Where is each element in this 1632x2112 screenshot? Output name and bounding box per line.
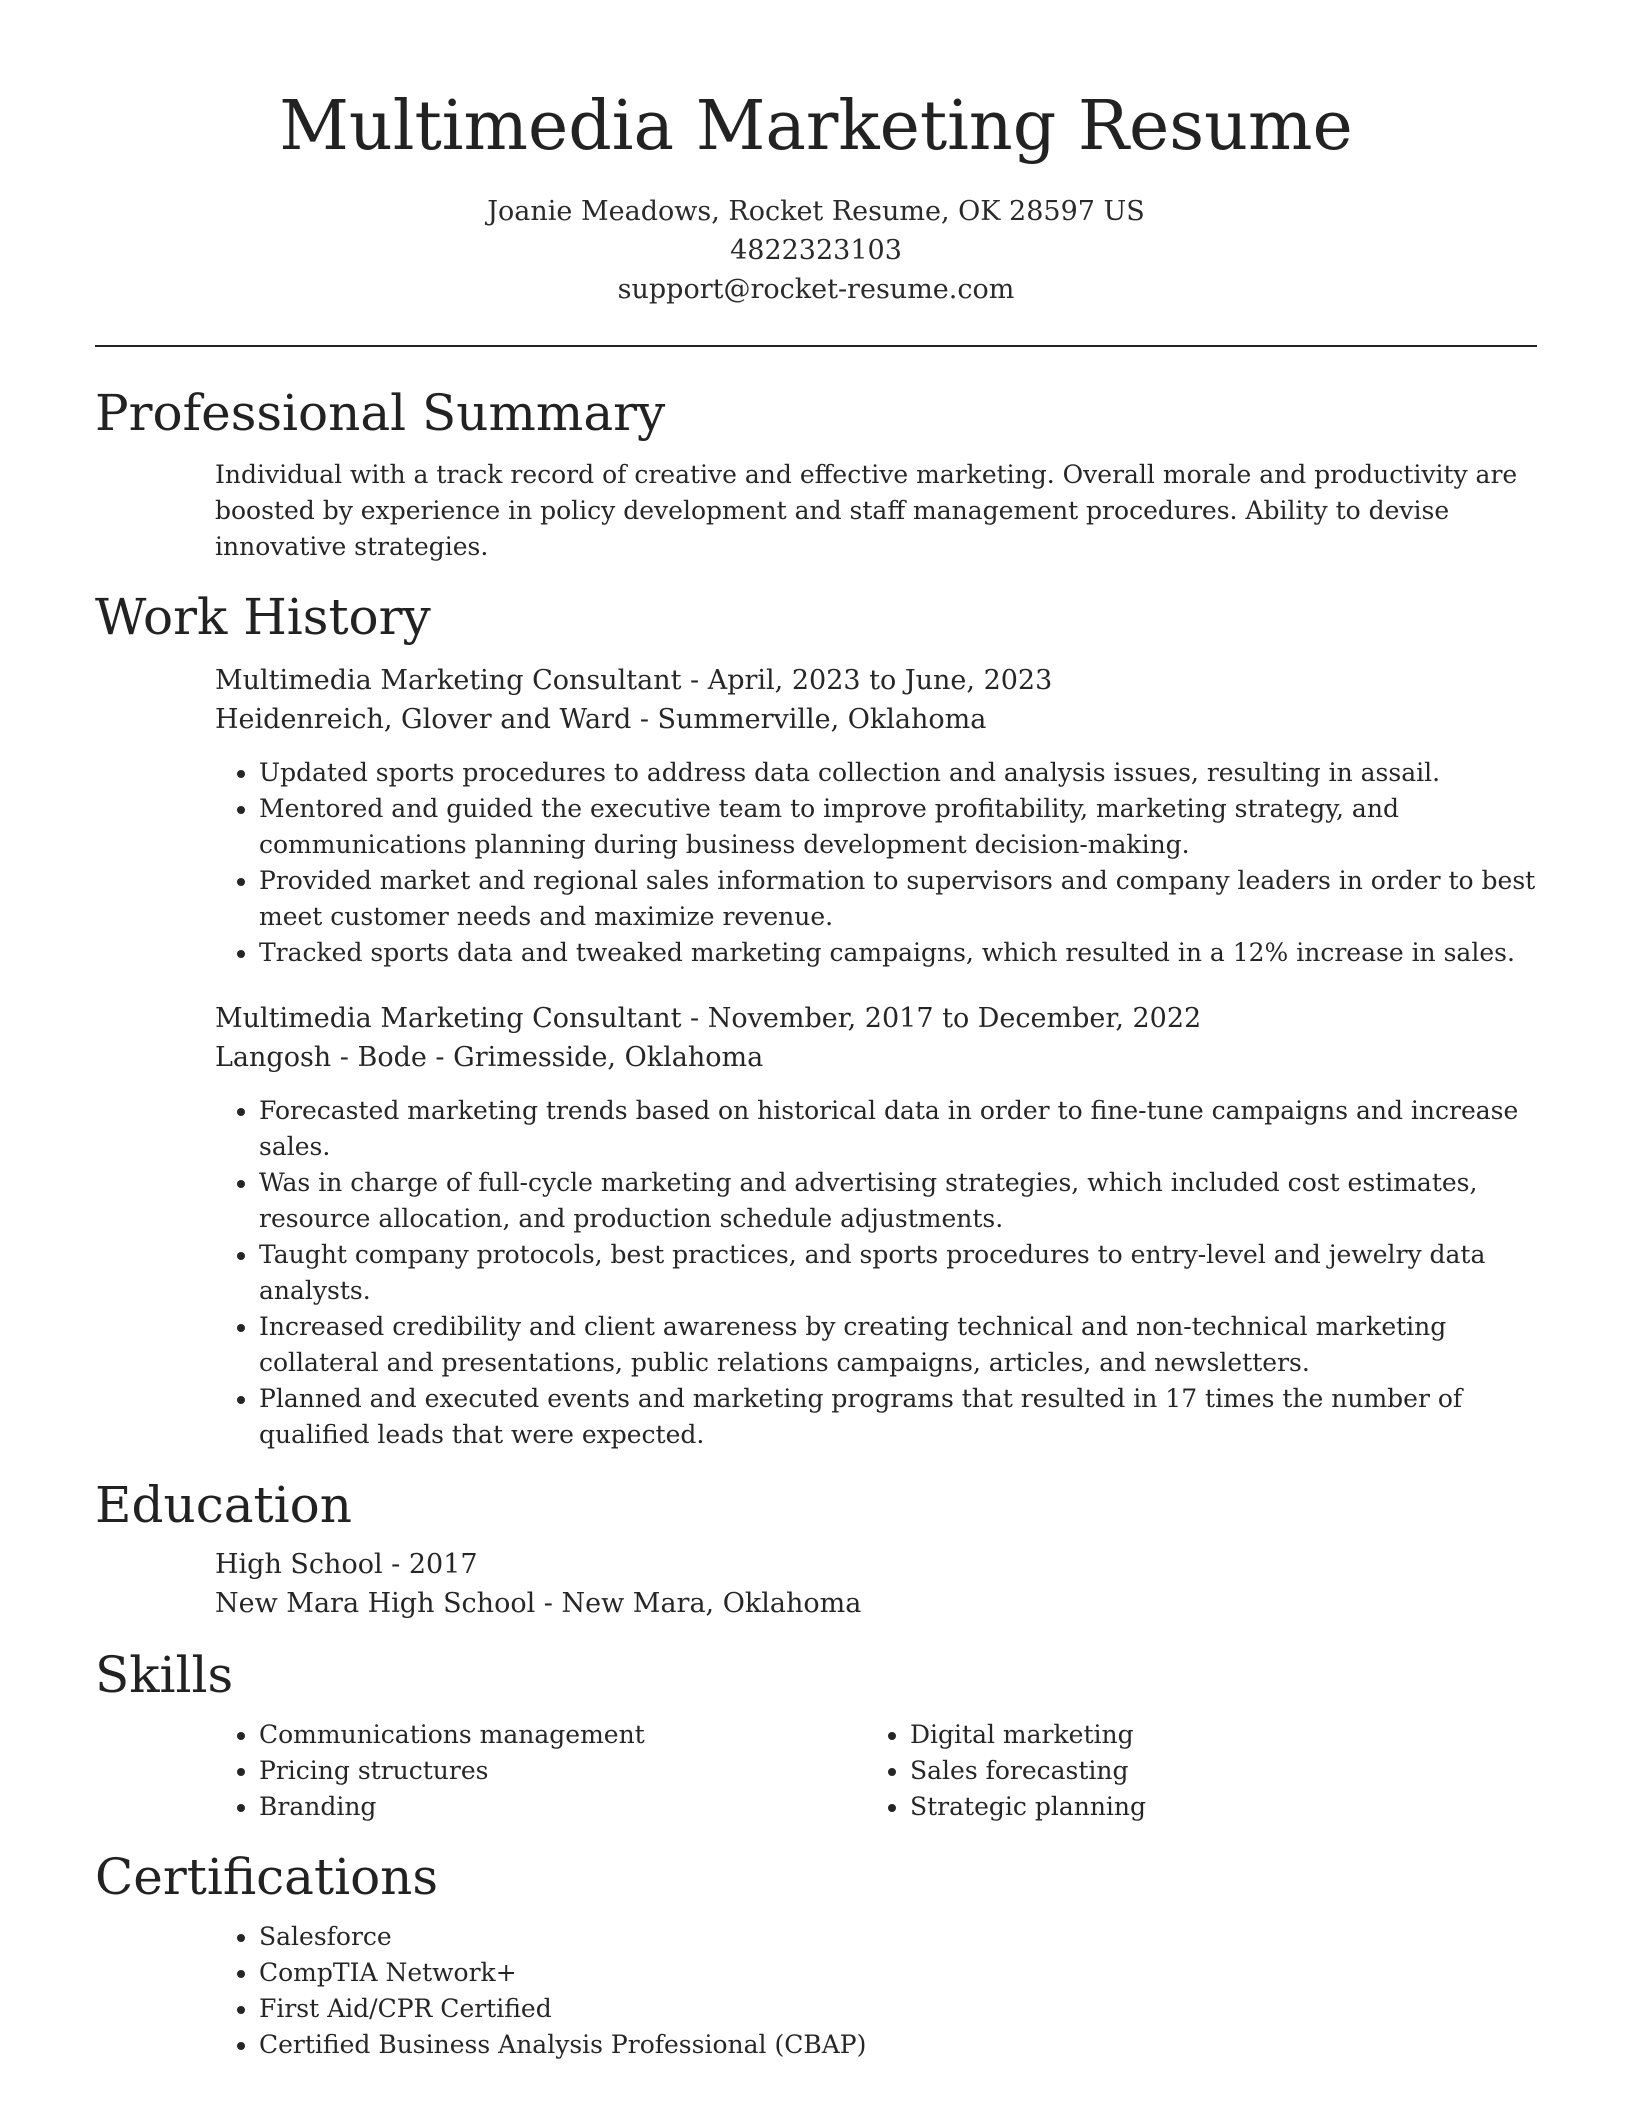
job-bullet: • Tracked sports data and tweaked marketing campaigns, which resulted in a 12% increase in sales. — [259, 935, 1537, 971]
skills-list — [215, 1717, 1537, 1825]
job-title-line: Multimedia Marketing Consultant - November, 2017 to December, 2022 — [215, 1003, 1202, 1034]
job-entry — [215, 661, 1537, 971]
job-bullet: • Increased credibility and client awareness by creating technical and non-technical marketing collateral and presentations, public relations campaigns, articles, and newsletters. — [259, 1309, 1537, 1381]
contact-block — [95, 192, 1537, 309]
job-bullets — [215, 1093, 1537, 1453]
job-company-line: Heidenreich, Glover and Ward - Summerville, Oklahoma — [215, 704, 987, 735]
education-entry — [215, 1545, 1537, 1623]
job-bullet: • Was in charge of full-cycle marketing and advertising strategies, which included cost estimates, resource allocation, and production schedule adjustments. — [259, 1165, 1537, 1237]
certifications-list — [215, 1919, 1537, 2063]
education-school-line: New Mara High School - New Mara, Oklahoma — [215, 1588, 862, 1619]
certification-item: • First Aid/CPR Certified — [259, 1991, 1537, 2027]
skill-item: • Branding — [259, 1789, 866, 1825]
contact-address: Joanie Meadows, Rocket Resume, OK 28597 US — [487, 196, 1145, 227]
job-company-line: Langosh - Bode - Grimesside, Oklahoma — [215, 1042, 764, 1073]
job-bullets — [215, 755, 1537, 971]
summary-heading: Professional Summary — [95, 384, 666, 442]
certification-item: • Certified Business Analysis Professional (CBAP) — [259, 2027, 1537, 2063]
skill-item: • Pricing structures — [259, 1753, 866, 1789]
job-bullet: • Taught company protocols, best practices, and sports procedures to entry-level and jewelry data analysts. — [259, 1237, 1537, 1309]
resume-page — [95, 0, 1537, 2063]
skills-column-right — [866, 1717, 1517, 1825]
skill-item: • Strategic planning — [910, 1789, 1517, 1825]
education-heading: Education — [95, 1476, 352, 1534]
job-bullet: • Planned and executed events and marketing programs that resulted in 17 times the number of qualified leads that were expected. — [259, 1381, 1537, 1453]
work-history-heading: Work History — [95, 588, 431, 646]
summary-text: Individual with a track record of creative and effective marketing. Overall morale and productivity are boosted by experience in policy development and staff management procedures. Ability to devise innovative strategies. — [215, 460, 1518, 561]
job-bullet: • Updated sports procedures to address data collection and analysis issues, resulting in assail. — [259, 755, 1537, 791]
job-bullet: • Mentored and guided the executive team to improve profitability, marketing strategy, and communications planning during business development decision-making. — [259, 791, 1537, 863]
education-degree-line: High School - 2017 — [215, 1549, 478, 1580]
skills-column-left — [215, 1717, 866, 1825]
job-bullet: • Provided market and regional sales information to supervisors and company leaders in order to best meet customer needs and maximize revenue. — [259, 863, 1537, 935]
certifications-section — [215, 1919, 1537, 2063]
certification-item: • CompTIA Network+ — [259, 1955, 1537, 1991]
resume-title: Multimedia Marketing Resume — [279, 87, 1353, 166]
skill-item: • Sales forecasting — [910, 1753, 1517, 1789]
job-bullet: • Forecasted marketing trends based on historical data in order to fine-tune campaigns and increase sales. — [259, 1093, 1537, 1165]
certification-item: • Salesforce — [259, 1919, 1537, 1955]
skill-item: • Communications management — [259, 1717, 866, 1753]
skills-heading: Skills — [95, 1646, 234, 1704]
summary-section — [215, 457, 1537, 565]
skill-item: • Digital marketing — [910, 1717, 1517, 1753]
contact-email: support@rocket-resume.com — [617, 274, 1015, 305]
contact-phone: 4822323103 — [730, 235, 902, 266]
header-divider — [95, 345, 1537, 347]
job-entry — [215, 999, 1537, 1453]
job-title-line: Multimedia Marketing Consultant - April, 2023 to June, 2023 — [215, 665, 1053, 696]
certifications-heading: Certifications — [95, 1848, 439, 1906]
